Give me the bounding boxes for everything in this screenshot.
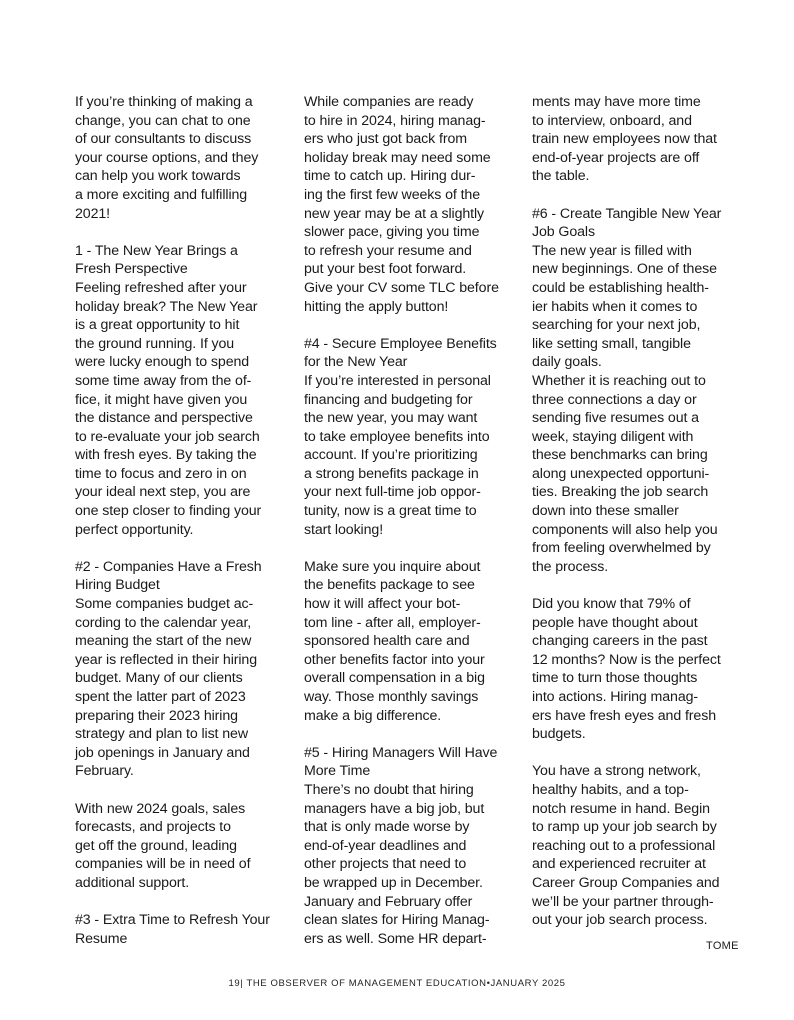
text-line: tunity, now is a great time to [304,503,477,520]
article-column-1 [75,93,287,948]
text-line: to ramp up your job search by [532,819,717,836]
text-line: sending five resumes out a [532,410,699,427]
text-line: slower pace, giving you time [304,224,480,241]
text-line: account. If you’re prioritizing [304,447,478,464]
text-line: preparing their 2023 hiring [75,707,238,724]
text-line: year is reflected in their hiring [75,651,258,668]
publication-name: THE OBSERVER OF MANAGEMENT EDUCATION [246,978,487,989]
page-number: 19 [228,978,241,989]
text-line: ers as well. Some HR depart- [304,930,487,947]
text-line: #6 - Create Tangible New Year [532,205,722,222]
paragraph-spacer [532,744,744,763]
text-line: 12 months? Now is the perfect [532,651,721,668]
text-line: some time away from the of- [75,372,252,389]
text-line: that is only made worse by [304,819,470,836]
text-line: meaning the start of the new [75,633,252,650]
text-line: While companies are ready [304,94,474,110]
text-line: along unexpected opportuni- [532,465,710,482]
text-line: daily goals. [532,354,602,371]
text-line: Give your CV some TLC before [304,279,499,296]
text-line: budget. Many of our clients [75,670,243,687]
text-line: budgets. [532,726,586,743]
text-line: week, staying diligent with [532,428,694,445]
text-line: were lucky enough to spend [75,354,250,371]
text-line: #5 - Hiring Managers Will Have [304,744,498,761]
paragraph-spacer [304,725,516,744]
text-line: end-of-year projects are off [532,149,700,166]
text-line: start looking! [304,521,384,538]
text-line: time to focus and zero in on [75,465,247,482]
text-line: sponsored health care and [304,633,470,650]
text-line: financing and budgeting for [304,391,473,408]
text-line: components will also help you [532,521,718,538]
text-line: your next full-time job oppor- [304,484,481,501]
text-line: put your best foot forward. [304,261,467,278]
text-line: clean slates for Hiring Manag- [304,912,490,929]
text-line: #2 - Companies Have a Fresh [75,558,262,575]
text-line: from feeling overwhelmed by [532,540,711,557]
text-line: the table. [532,168,590,185]
paragraph-spacer [532,186,744,205]
text-line: train new employees now that [532,131,717,148]
text-line: Whether it is reaching out to [532,372,706,389]
text-line: managers have a big job, but [304,800,485,817]
text-line: ing the first few weeks of the [304,186,481,203]
text-line: 1 - The New Year Brings a [75,242,238,259]
text-line: Did you know that 79% of [532,596,691,613]
text-line: time to turn those thoughts [532,670,698,687]
text-line: for the New Year [304,354,408,371]
text-line: notch resume in hand. Begin [532,800,710,817]
text-line: additional support. [75,874,190,891]
text-line: to hire in 2024, hiring manag- [304,112,486,129]
text-line: February. [75,763,134,780]
text-line: reaching out to a professional [532,837,716,854]
footer-bullet: • [486,978,491,989]
text-line: holiday break? The New Year [75,298,258,315]
text-line: the benefits package to see [304,577,475,594]
text-line: If you’re thinking of making a [75,94,253,110]
text-line: the ground running. If you [75,335,235,352]
text-line: forecasts, and projects to [75,819,231,836]
text-line: job openings in January and [75,744,250,761]
paragraph-spacer [304,539,516,558]
text-line: to interview, onboard, and [532,112,692,129]
text-line: January and February offer [304,893,473,910]
paragraph-spacer [75,539,287,558]
text-line: tom line - after all, employer- [304,614,481,631]
text-line: companies will be in need of [75,856,251,873]
text-line: be wrapped up in December. [304,874,483,891]
paragraph-spacer [75,781,287,800]
author-signature: TOME [706,940,739,952]
text-line: the process. [532,558,609,575]
text-line: is a great opportunity to hit [75,317,240,334]
text-line: changing careers in the past [532,633,708,650]
text-line: ties. Breaking the job search [532,484,709,501]
text-line: strategy and plan to list new [75,726,248,743]
text-line: searching for your next job, [532,317,701,334]
text-line: Hiring Budget [75,577,160,594]
text-line: More Time [304,763,371,780]
text-line: get off the ground, leading [75,837,237,854]
text-line: ers have fresh eyes and fresh [532,707,717,724]
text-line: The new year is filled with [532,242,692,259]
text-line: healthy habits, and a top- [532,781,689,798]
text-line: a strong benefits package in [304,465,479,482]
text-line: fice, it might have given you [75,391,248,408]
text-line: down into these smaller [532,503,679,520]
text-line: to refresh your resume and [304,242,472,259]
text-line: new beginnings. One of these [532,261,717,278]
text-line: these benchmarks can bring [532,447,708,464]
text-line: There’s no doubt that hiring [304,781,474,798]
text-line: your course options, and they [75,149,259,166]
issue-date: JANUARY 2025 [490,978,566,989]
text-line: spent the latter part of 2023 [75,689,246,705]
article-column-2 [304,93,516,948]
text-line: we’ll be your partner through- [532,893,714,910]
text-line: cording to the calendar year, [75,614,252,631]
text-line: overall compensation in a big [304,670,485,687]
text-line: out your job search process. [532,912,708,929]
text-line: could be establishing health- [532,279,709,296]
text-line: time to catch up. Hiring dur- [304,168,476,185]
text-line: holiday break may need some [304,149,491,166]
text-line: one step closer to finding your [75,503,262,520]
text-line: Make sure you inquire about [304,558,481,575]
text-line: You have a strong network, [532,763,701,780]
text-line: ments may have more time [532,94,701,110]
paragraph-spacer [75,893,287,912]
text-line: new year may be at a slightly [304,205,485,222]
article-column-3 [532,93,744,930]
paragraph-spacer [75,223,287,242]
text-line: #4 - Secure Employee Benefits [304,335,497,352]
text-line: Career Group Companies and [532,874,720,891]
text-line: the distance and perspective [75,410,253,427]
text-line: 2021! [75,205,111,222]
paragraph-spacer [532,576,744,595]
text-line: end-of-year deadlines and [304,837,467,854]
text-line: other projects that need to [304,856,467,873]
text-line: Fresh Perspective [75,261,188,278]
text-line: to re-evaluate your job search [75,428,260,445]
text-line: the new year, you may want [304,410,478,427]
text-line: like setting small, tangible [532,335,691,352]
text-line: of our consultants to discuss [75,131,252,148]
text-line: ers who just got back from [304,131,467,148]
text-line: With new 2024 goals, sales [75,800,246,817]
text-line: three connections a day or [532,391,697,408]
text-line: ier habits when it comes to [532,298,698,315]
text-line: change, you can chat to one [75,112,251,129]
text-line: If you’re interested in personal [304,372,491,389]
text-line: Job Goals [532,224,595,241]
text-line: make a big difference. [304,707,442,724]
text-line: Some companies budget ac- [75,596,254,613]
text-line: other benefits factor into your [304,651,485,668]
text-line: Resume [75,930,128,947]
page-footer [0,978,794,989]
footer-separator: | [240,978,244,989]
text-line: your ideal next step, you are [75,484,251,501]
text-line: Feeling refreshed after your [75,279,247,296]
text-line: a more exciting and fulfilling [75,186,248,203]
text-line: people have thought about [532,614,698,631]
text-line: can help you work towards [75,168,241,185]
text-line: into actions. Hiring manag- [532,689,699,705]
text-line: to take employee benefits into [304,428,490,445]
text-line: #3 - Extra Time to Refresh Your [75,912,270,929]
text-line: perfect opportunity. [75,521,194,538]
text-line: hitting the apply button! [304,298,449,315]
text-line: way. Those monthly savings [304,689,479,705]
paragraph-spacer [304,316,516,335]
text-line: and experienced recruiter at [532,856,706,873]
text-line: with fresh eyes. By taking the [75,447,257,464]
text-line: how it will affect your bot- [304,596,461,613]
